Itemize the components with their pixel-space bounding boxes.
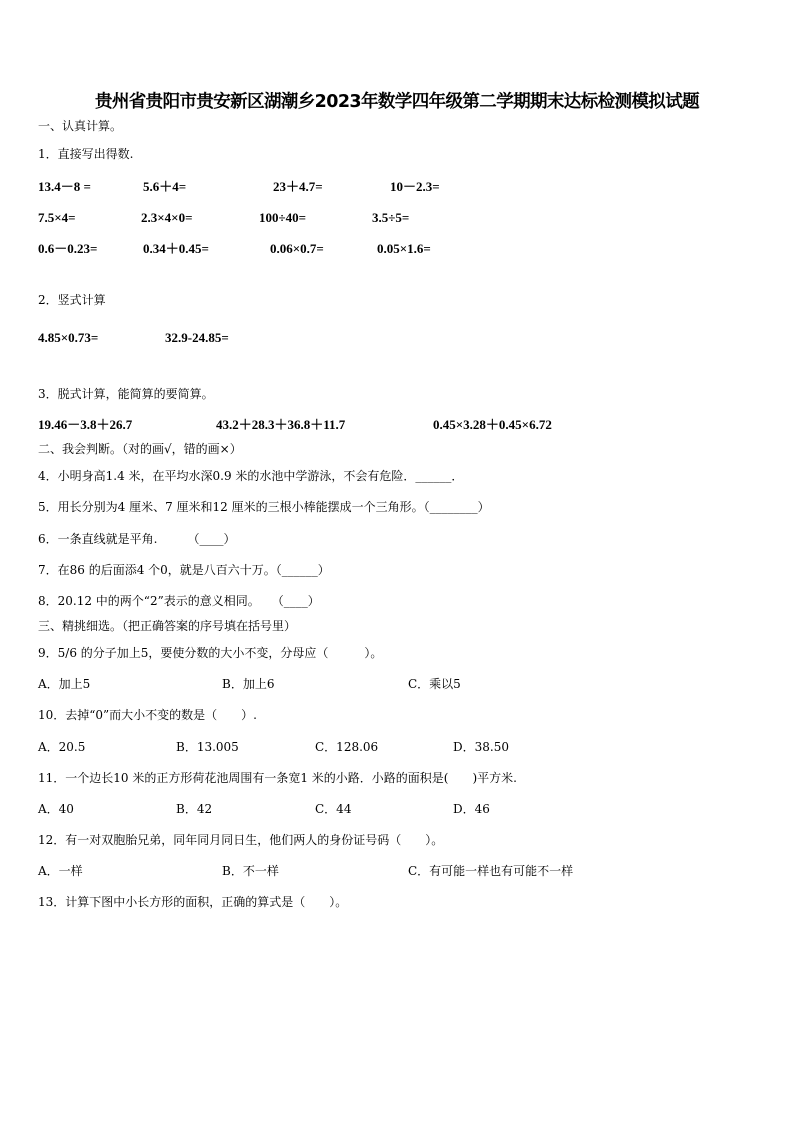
calc-item: 10－2.3= (390, 179, 440, 194)
mc-option: D．38.50 (453, 740, 509, 754)
section-heading-1: 一、认真计算。 (38, 119, 123, 133)
mc-option: C．有可能一样也有可能不一样 (408, 864, 574, 878)
calc-item: 100÷40= (259, 210, 307, 225)
mc-option: B．加上6 (222, 677, 275, 691)
calc-item: 13.4－8 = (38, 179, 91, 194)
mc-option: A．一样 (38, 864, 83, 878)
question-2-prompt: 2．竖式计算 (38, 293, 106, 307)
mc-option: B．42 (176, 802, 213, 816)
calc-item: 0.6－0.23= (38, 241, 98, 256)
calc-item: 2.3×4×0= (141, 210, 193, 225)
mc-option: A．20.5 (38, 740, 86, 754)
mc-option: A．40 (38, 802, 74, 816)
mc-option: A．加上5 (38, 677, 91, 691)
mc-option: B．13.005 (176, 740, 239, 754)
section-heading-3: 三、精挑细选。（把正确答案的序号填在括号里） (38, 619, 297, 633)
mc-question: 13．计算下图中小长方形的面积，正确的算式是（ ）。 (38, 895, 348, 909)
vertical-calc-item: 32.9-24.85= (165, 330, 229, 345)
mc-question: 11．一个边长10 米的正方形荷花池周围有一条宽1 米的小路．小路的面积是( )平方米. (38, 771, 517, 785)
calc-item: 7.5×4= (38, 210, 76, 225)
question-3-prompt: 3．脱式计算，能简算的要简算。 (38, 387, 214, 401)
page-title: 贵州省贵阳市贵安新区湖潮乡2023年数学四年级第二学期期末达标检测模拟试题 (94, 92, 699, 112)
calc-item: 5.6＋4= (143, 179, 187, 194)
calc-item: 3.5÷5= (372, 210, 410, 225)
mc-option: D．46 (453, 802, 490, 816)
expression-item: 19.46－3.8＋26.7 (38, 417, 133, 432)
mc-option: B．不一样 (222, 864, 279, 878)
judge-question: 5．用长分别为4 厘米、7 厘米和12 厘米的三根小棒能摆成一个三角形。（________） (38, 500, 490, 514)
judge-question: 6．一条直线就是平角. （____） (38, 532, 236, 546)
vertical-calc-item: 4.85×0.73= (38, 330, 99, 345)
mc-question: 10．去掉“0”而大小不变的数是（ ）. (38, 708, 257, 722)
calc-item: 0.05×1.6= (377, 241, 431, 256)
expression-item: 0.45×3.28＋0.45×6.72 (433, 417, 552, 432)
judge-question: 7．在86 的后面添4 个0，就是八百六十万。（______） (38, 563, 330, 577)
mc-question: 12．有一对双胞胎兄弟，同年同月同日生，他们两人的身份证号码（ ）。 (38, 833, 444, 847)
judge-question: 4．小明身高1.4 米，在平均水深0.9 米的水池中学游泳，不会有危险．______． (38, 469, 464, 483)
mc-option: C．乘以5 (408, 677, 461, 691)
calc-item: 0.34＋0.45= (143, 241, 209, 256)
mc-option: C．44 (315, 802, 352, 816)
expression-item: 43.2＋28.3＋36.8＋11.7 (216, 417, 346, 432)
section-heading-2: 二、我会判断。（对的画√，错的画×） (38, 442, 242, 456)
mc-question: 9．5/6 的分子加上5，要使分数的大小不变，分母应（ ）。 (38, 646, 383, 660)
calc-item: 23＋4.7= (273, 179, 323, 194)
question-1-prompt: 1．直接写出得数. (38, 147, 134, 161)
calc-item: 0.06×0.7= (270, 241, 324, 256)
mc-option: C．128.06 (315, 740, 379, 754)
judge-question: 8．20.12 中的两个“2”表示的意义相同。 （____） (38, 594, 320, 608)
